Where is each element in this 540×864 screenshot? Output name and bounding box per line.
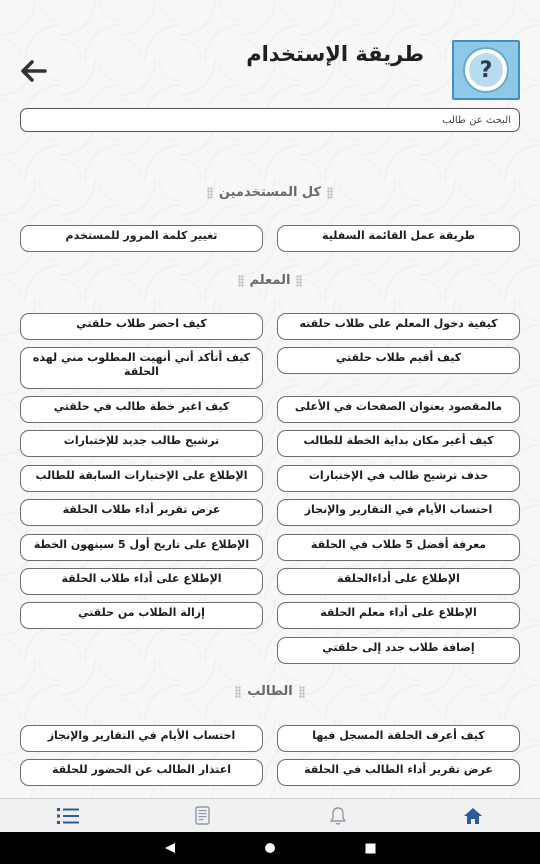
section-dots-icon [299,686,305,698]
help-item[interactable]: كيف اغير خطة طالب في حلقتي [20,396,263,423]
help-item[interactable]: مالمقصود بعنوان الصفحات في الأعلى [277,396,520,423]
bottom-nav [0,798,540,832]
help-item[interactable]: كيف أغير مكان بداية الخطة للطالب [277,430,520,457]
nav-menu-button[interactable] [0,799,135,832]
section-dots-icon [235,686,241,698]
section-dots-icon [296,275,302,287]
search-input[interactable] [20,108,520,132]
section-title-teacher [0,273,540,288]
system-back-button[interactable] [155,833,185,863]
help-item[interactable]: كيفية دخول المعلم على طلاب حلقته [277,313,520,340]
help-item[interactable]: كيف أقيم طلاب حلقتي [277,347,520,374]
section-title-all-users [0,185,540,200]
list-icon [57,807,79,825]
help-item[interactable]: الإطلاع على أداء معلم الحلقة [277,602,520,629]
help-logo [452,40,520,100]
help-item[interactable]: إضافة طلاب جدد إلى حلقتي [277,637,520,664]
help-item[interactable]: كيف أتأكد أني أنهيت المطلوب مني لهذه الحلقة [20,347,263,389]
nav-home-button[interactable] [405,799,540,832]
system-home-button[interactable] [255,833,285,863]
help-item[interactable]: تغيير كلمة المرور للمستخدم [20,225,263,252]
header [0,38,540,104]
help-item[interactable]: الإطلاع على تاريخ أول 5 سينهون الخطة [20,534,263,561]
system-recents-button[interactable] [355,833,385,863]
help-item[interactable]: ترشيح طالب جديد للإختبارات [20,430,263,457]
help-item[interactable]: كيف أعرف الحلقة المسجل فيها [277,725,520,752]
help-item[interactable]: الإطلاع على أداءالحلقة [277,568,520,595]
section-title-student [0,684,540,699]
help-item[interactable]: عرض تقرير أداء طلاب الحلقة [20,499,263,526]
help-item[interactable]: احتساب الأيام في التقارير والإنجاز [20,725,263,752]
help-item[interactable]: حذف ترشيح طالب في الإختبارات [277,465,520,492]
system-nav-bar [0,832,540,864]
help-item[interactable]: احتساب الأيام في التقارير والإنجاز [277,499,520,526]
report-icon [195,806,211,826]
help-item[interactable]: إزالة الطلاب من حلقتي [20,602,263,629]
help-item[interactable]: اعتذار الطالب عن الحضور للحلقة [20,759,263,786]
section-dots-icon [207,187,213,199]
section-label: كل المستخدمين [218,185,322,200]
recents-square-icon [365,843,376,854]
page-title: طريقة الإستخدام [246,42,424,66]
help-item[interactable]: معرفة أفضل 5 طلاب في الحلقة [277,534,520,561]
section-dots-icon [327,187,333,199]
back-triangle-icon [164,842,176,854]
home-circle-icon [264,842,276,854]
help-item[interactable]: الإطلاع على أداء طلاب الحلقة [20,568,263,595]
help-item[interactable]: طريقة عمل القائمة السفلية [277,225,520,252]
nav-reports-button[interactable] [135,799,270,832]
help-item[interactable]: كيف احضر طلاب حلقتي [20,313,263,340]
home-icon [463,807,483,825]
section-label: المعلم [249,273,291,288]
help-item[interactable]: عرض تقرير أداء الطالب في الحلقة [277,759,520,786]
section-dots-icon [238,275,244,287]
nav-notifications-button[interactable] [270,799,405,832]
bell-icon [329,806,347,826]
arrow-left-icon [18,58,48,84]
question-mark-icon: ? [465,49,507,91]
help-item[interactable]: الإطلاع على الإختبارات السابقة للطالب [20,465,263,492]
back-button[interactable] [18,58,48,84]
section-label: الطالب [247,684,293,699]
